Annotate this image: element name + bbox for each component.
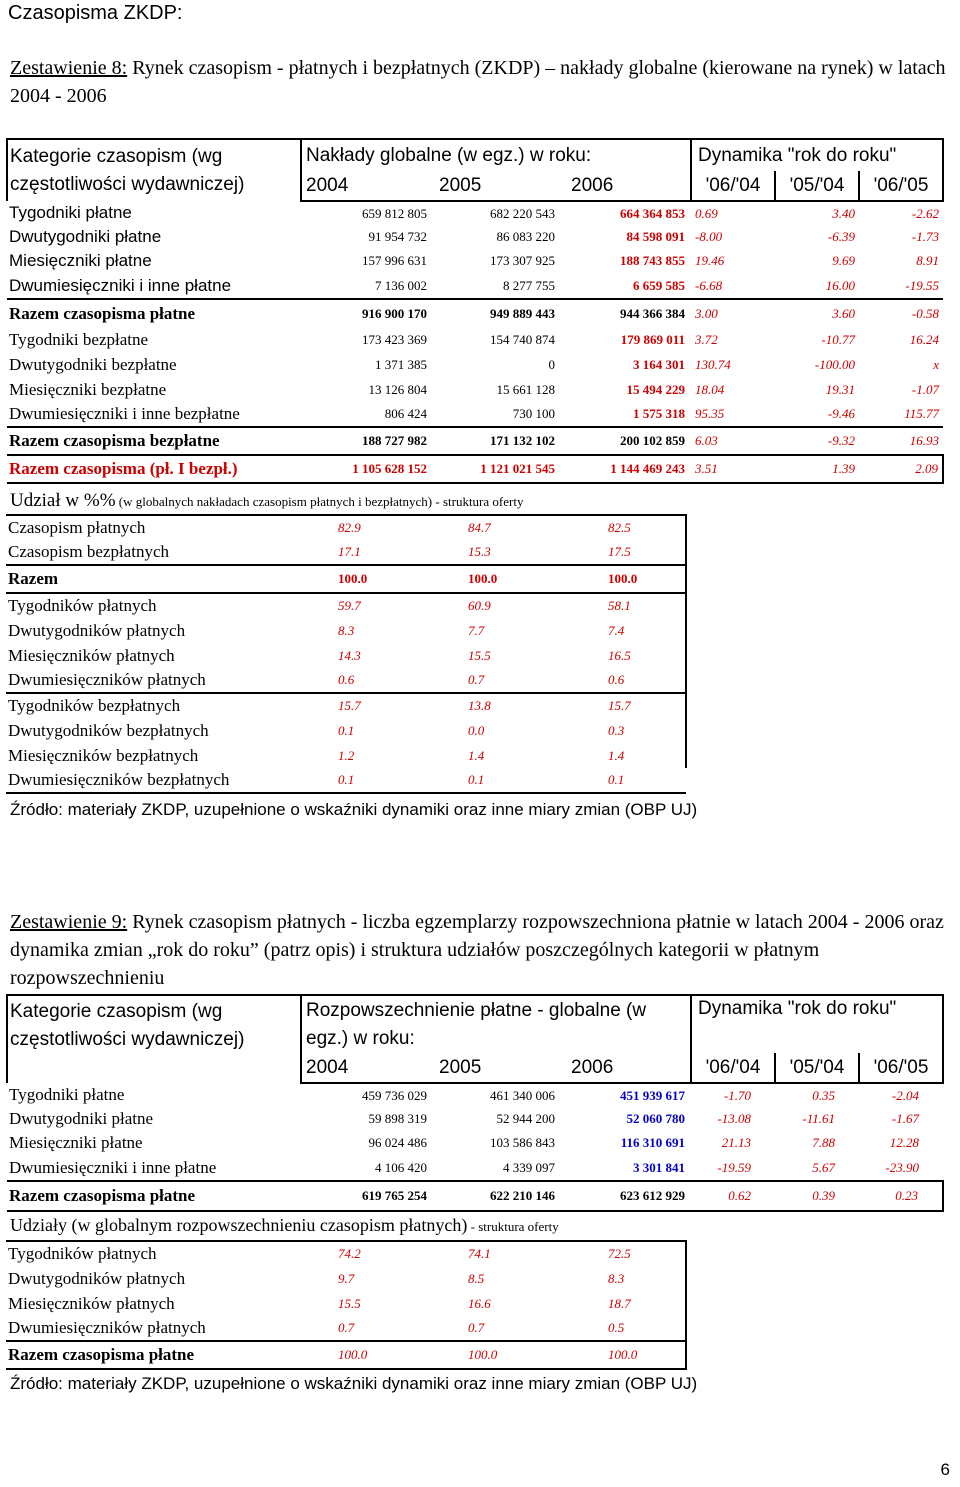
row-label: Tygodników płatnych — [8, 596, 157, 615]
cell: 74.1 — [434, 1241, 560, 1266]
table8-title: Rynek czasopism - płatnych i bezpłatnych (ZKDP) – nakłady globalne (kierowane na rynek) w latach 2004 - 2006 — [10, 57, 946, 107]
page-title: Czasopisma ZKDP: — [8, 2, 183, 24]
cell: -19.59 — [717, 1159, 752, 1175]
row-label: Razem — [6, 565, 306, 593]
table-row — [6, 743, 686, 768]
cell: -1.73 — [911, 229, 939, 244]
row-label: Miesięczników bezpłatnych — [8, 745, 199, 765]
table-row — [6, 540, 686, 565]
cell: 0.39 — [775, 1181, 859, 1211]
cell: 15.5 — [468, 647, 491, 663]
cell: -100.00 — [814, 356, 855, 372]
cell: 58.1 — [560, 593, 686, 618]
cell: -9.32 — [775, 427, 859, 455]
cell: 0.0 — [468, 722, 485, 738]
cell: 52 060 780 — [626, 1111, 686, 1126]
cell: 0.1 — [434, 768, 560, 793]
table-row — [6, 643, 686, 668]
table-row — [7, 377, 943, 402]
cell: 6.03 — [691, 427, 775, 455]
cell: 116 310 691 — [620, 1135, 686, 1150]
row-label: Razem czasopisma płatne — [7, 1181, 301, 1211]
table9-dyn-col: '06/'05 — [859, 1053, 943, 1083]
cell: 6 659 585 — [633, 277, 685, 293]
cell: x — [933, 356, 939, 372]
cell: 3.00 — [691, 299, 775, 327]
table-row — [6, 693, 686, 718]
table9-year: 2006 — [561, 1053, 691, 1083]
row-label: Dwumiesięczników płatnych — [8, 1318, 206, 1337]
cell: 0.7 — [434, 668, 560, 693]
cell: 623 612 929 — [561, 1181, 691, 1211]
cell: 200 102 859 — [561, 427, 691, 455]
cell: 13 126 804 — [368, 381, 427, 397]
share-head-big: Udział w %% — [10, 490, 116, 511]
cell: 7.4 — [560, 618, 686, 643]
row-label: Tygodników bezpłatnych — [8, 696, 181, 715]
cell: 188 743 855 — [620, 253, 685, 268]
cell: 171 132 102 — [433, 427, 561, 455]
table-row — [7, 1083, 943, 1107]
table-row — [7, 402, 943, 427]
share-head-big: Udziały (w globalnym rozpowszechnieniu czasopism płatnych) — [10, 1215, 468, 1235]
cell: 72.5 — [560, 1241, 686, 1266]
cell: 4 339 097 — [503, 1159, 555, 1175]
table9-head-category: Kategorie czasopism (wg częstotliwości wydawniczej) — [7, 995, 301, 1083]
table-row — [6, 668, 686, 693]
cell: 103 586 843 — [490, 1135, 555, 1150]
cell: 100.0 — [434, 1341, 560, 1369]
table-row — [7, 201, 943, 225]
row-label: Dwumiesięczniki i inne bezpłatne — [9, 404, 240, 423]
cell: 15.5 — [338, 1295, 361, 1311]
row-label: Dwumiesięczników bezpłatnych — [6, 768, 306, 793]
share-head-small: - struktura oferty — [467, 1219, 559, 1234]
cell: 96 024 486 — [368, 1135, 427, 1150]
cell: 17.1 — [338, 544, 361, 559]
cell: 0.7 — [468, 1320, 485, 1335]
cell: 1 105 628 152 — [301, 455, 433, 483]
cell: 7.88 — [812, 1135, 836, 1150]
row-label: Razem czasopisma płatne — [6, 1341, 306, 1369]
row-label: Dwumiesięczniki i inne płatne — [9, 1157, 217, 1177]
cell: 0.69 — [695, 205, 718, 221]
row-label: Tygodniki płatne — [9, 1085, 125, 1104]
cell: 179 869 011 — [620, 331, 685, 347]
cell: 86 083 220 — [496, 229, 555, 244]
row-label: Dwutygodników płatnych — [8, 1268, 186, 1288]
table-row — [6, 1241, 686, 1266]
cell: 7 136 002 — [375, 277, 427, 293]
table9-source: Źródło: materiały ZKDP, uzupełnione o wskaźniki dynamiki oraz inne miary zmian (OBP UJ) — [10, 1374, 698, 1393]
row-label: Dwutygodniki bezpłatne — [9, 354, 177, 374]
row-label: Tygodniki płatne — [9, 203, 132, 222]
page-number: 6 — [940, 1460, 950, 1479]
table-row — [7, 327, 943, 352]
cell: 15.3 — [468, 544, 491, 559]
cell: 16.00 — [825, 277, 855, 293]
cell: -0.58 — [859, 299, 943, 327]
cell: 806 424 — [384, 406, 427, 421]
cell: 173 423 369 — [362, 331, 427, 347]
table9-head-dynamika: Dynamika "rok do roku" — [691, 995, 943, 1053]
table-row — [7, 249, 943, 273]
cell: 1 371 385 — [375, 356, 427, 372]
table-row — [6, 1291, 686, 1316]
row-label: Miesięczniki płatne — [9, 251, 152, 270]
cell: 95.35 — [695, 406, 725, 421]
cell: 451 939 617 — [620, 1087, 686, 1103]
table8-source: Źródło: materiały ZKDP, uzupełnione o wskaźniki dynamiki oraz inne miary zmian (OBP UJ) — [10, 800, 698, 819]
cell: 59.7 — [338, 598, 361, 613]
table-row — [6, 565, 686, 593]
cell: -10.77 — [821, 331, 855, 347]
table-row — [6, 1341, 686, 1369]
cell: 16.6 — [468, 1295, 491, 1311]
cell: 1.39 — [775, 455, 859, 483]
cell: 8.5 — [468, 1270, 485, 1286]
cell: 0.1 — [338, 722, 355, 738]
table9-dyn-col: '05/'04 — [775, 1053, 859, 1083]
cell: 21.13 — [721, 1135, 752, 1150]
row-label: Dwutygodników bezpłatnych — [8, 720, 209, 740]
table-row — [7, 1155, 943, 1181]
cell: 15.7 — [560, 693, 686, 718]
cell: 15 494 229 — [626, 381, 685, 397]
table9-year: 2004 — [301, 1053, 433, 1083]
cell: 100.0 — [560, 565, 686, 593]
cell: 82.5 — [560, 515, 686, 540]
cell: 60.9 — [468, 598, 491, 613]
cell: 0.7 — [338, 1320, 355, 1335]
row-label: Dwutygodniki płatne — [9, 1109, 154, 1128]
table9-dyn-col: '06/'04 — [691, 1053, 775, 1083]
cell: 12.28 — [889, 1135, 920, 1150]
cell: 0.1 — [560, 768, 686, 793]
cell: -19.55 — [905, 277, 939, 293]
cell: -11.61 — [802, 1111, 836, 1126]
cell: 100.0 — [434, 565, 560, 593]
cell: 0.23 — [859, 1181, 943, 1211]
table8-label: Zestawienie 8: — [10, 57, 128, 79]
cell: 619 765 254 — [301, 1181, 433, 1211]
cell: 130.74 — [695, 356, 731, 372]
table9 — [6, 994, 944, 1212]
table9-caption — [10, 908, 950, 992]
cell: 8 277 755 — [503, 277, 555, 293]
cell: 7.7 — [468, 622, 485, 638]
table8 — [6, 138, 944, 484]
table-row — [6, 1266, 686, 1291]
cell: 52 944 200 — [496, 1111, 555, 1126]
cell: 17.5 — [560, 540, 686, 565]
row-label: Dwumiesięczników płatnych — [6, 668, 306, 693]
cell: 8.3 — [338, 622, 355, 638]
cell: 0.1 — [306, 768, 434, 793]
cell: 3.60 — [775, 299, 859, 327]
cell: 16.24 — [909, 331, 939, 347]
table-row — [6, 618, 686, 643]
cell: -2.62 — [911, 205, 939, 221]
row-label: Dwutygodniki płatne — [9, 227, 162, 246]
cell: 74.2 — [306, 1241, 434, 1266]
cell: 84.7 — [434, 515, 560, 540]
row-label: Razem czasopisma bezpłatne — [7, 427, 301, 455]
table8-year: 2006 — [561, 171, 691, 201]
cell: 19.31 — [825, 381, 855, 397]
table-row — [7, 1181, 943, 1211]
cell: 15.7 — [338, 698, 361, 713]
cell: 9.69 — [832, 253, 855, 268]
table-row — [7, 1131, 943, 1155]
cell: 154 740 874 — [490, 331, 555, 347]
cell: 100.0 — [306, 565, 434, 593]
row-label: Czasopism bezpłatnych — [8, 542, 169, 561]
cell: 16.93 — [859, 427, 943, 455]
cell: -6.68 — [695, 277, 723, 293]
cell: 100.0 — [306, 1341, 434, 1369]
row-label: Miesięczników płatnych — [8, 645, 175, 665]
table-row — [7, 427, 943, 455]
cell: 3.40 — [832, 205, 855, 221]
row-label: Czasopism płatnych — [6, 515, 306, 540]
cell: 949 889 443 — [433, 299, 561, 327]
cell: 91 954 732 — [368, 229, 427, 244]
cell: 19.46 — [695, 253, 725, 268]
table9-title: Rynek czasopism płatnych - liczba egzemplarzy rozpowszechniona płatnie w latach 2004 - 2006 oraz dynamika zmian „rok do roku” (patrz opis) i struktura udziałów poszczególnych kategorii w płatnym rozpowszechnieniu — [10, 911, 944, 989]
cell: 9.7 — [338, 1270, 355, 1286]
table8-head-dynamika: Dynamika "rok do roku" — [691, 139, 943, 171]
table9-label: Zestawienie 9: — [10, 911, 128, 933]
cell: 3.51 — [691, 455, 775, 483]
cell: 4 106 420 — [375, 1159, 427, 1175]
table-row — [6, 768, 686, 793]
cell: 59 898 319 — [368, 1111, 427, 1126]
row-label: Miesięczniki bezpłatne — [9, 379, 167, 399]
row-label: Dwutygodników płatnych — [8, 620, 186, 640]
cell: 14.3 — [338, 647, 361, 663]
cell: 18.7 — [560, 1291, 686, 1316]
table-row — [6, 1316, 686, 1341]
row-label: Dwumiesięczniki i inne płatne — [9, 275, 232, 295]
cell: 18.04 — [695, 381, 725, 397]
cell: -1.67 — [891, 1111, 920, 1126]
table-row — [6, 718, 686, 743]
cell: 944 366 384 — [561, 299, 691, 327]
cell: -2.04 — [891, 1087, 920, 1103]
table9-shares — [6, 1240, 687, 1370]
table-row — [7, 225, 943, 249]
cell: 0.62 — [691, 1181, 775, 1211]
table-row — [7, 1107, 943, 1131]
cell: 1 121 021 545 — [433, 455, 561, 483]
cell: 5.67 — [812, 1159, 836, 1175]
cell: 82.9 — [306, 515, 434, 540]
cell: 622 210 146 — [433, 1181, 561, 1211]
cell: 8.3 — [560, 1266, 686, 1291]
cell: -1.70 — [723, 1087, 752, 1103]
cell: 3.72 — [695, 331, 718, 347]
row-label: Miesięczniki płatne — [9, 1133, 143, 1152]
cell: 13.8 — [468, 698, 491, 713]
cell: 459 736 029 — [362, 1087, 427, 1103]
cell: 0.35 — [812, 1087, 836, 1103]
cell: 461 340 006 — [490, 1087, 555, 1103]
table8-dyn-col: '06/'05 — [859, 171, 943, 201]
cell: 0.3 — [560, 718, 686, 743]
cell: -6.39 — [827, 229, 855, 244]
cell: 115.77 — [904, 406, 939, 421]
cell: 0.6 — [306, 668, 434, 693]
table9-year: 2005 — [433, 1053, 561, 1083]
cell: 0 — [548, 356, 555, 372]
cell: 1.2 — [338, 747, 355, 763]
cell: 100.0 — [560, 1341, 686, 1369]
cell: 664 364 853 — [620, 205, 685, 221]
table9-share-heading — [10, 1215, 559, 1236]
table-row — [7, 273, 943, 299]
table8-year: 2004 — [301, 171, 433, 201]
share-head-small: (w globalnych nakładach czasopism płatnych i bezpłatnych) - struktura oferty — [115, 494, 524, 509]
row-label: Miesięczników płatnych — [8, 1293, 175, 1313]
cell: 8.91 — [916, 253, 939, 268]
table9-head-rozp: Rozpowszechnienie płatne - globalne (w egz.) w roku: — [301, 995, 691, 1053]
cell: 173 307 925 — [490, 253, 555, 268]
cell: 0.5 — [560, 1316, 686, 1341]
table-row — [6, 515, 686, 540]
table8-dyn-col: '06/'04 — [691, 171, 775, 201]
cell: 188 727 982 — [301, 427, 433, 455]
table-row — [7, 455, 943, 483]
cell: 1 144 469 243 — [561, 455, 691, 483]
table8-head-naklady: Nakłady globalne (w egz.) w roku: — [301, 139, 691, 171]
cell: 84 598 091 — [626, 229, 685, 244]
table-row — [7, 299, 943, 327]
table-row — [7, 352, 943, 377]
table-row — [6, 593, 686, 618]
row-label: Tygodniki bezpłatne — [9, 329, 149, 349]
row-label: Tygodników płatnych — [6, 1241, 306, 1266]
cell: -1.07 — [911, 381, 939, 397]
cell: 1.4 — [468, 747, 485, 763]
cell: 0.6 — [560, 668, 686, 693]
cell: 3 301 841 — [633, 1159, 686, 1175]
cell: 730 100 — [512, 406, 555, 421]
cell: 1 575 318 — [633, 406, 685, 421]
cell: 16.5 — [560, 643, 686, 668]
table8-year: 2005 — [433, 171, 561, 201]
cell: 2.09 — [859, 455, 943, 483]
table8-shares — [6, 514, 687, 794]
table8-dyn-col: '05/'04 — [775, 171, 859, 201]
cell: 682 220 543 — [490, 205, 555, 221]
table8-share-heading — [10, 490, 523, 512]
cell: -13.08 — [717, 1111, 752, 1126]
row-label: Razem czasopisma płatne — [7, 299, 301, 327]
row-label: Razem czasopisma (pł. I bezpł.) — [7, 455, 301, 483]
cell: 15 661 128 — [496, 381, 555, 397]
cell: 1.4 — [560, 743, 686, 768]
cell: -8.00 — [695, 229, 723, 244]
table8-head-category: Kategorie czasopism (wg częstotliwości wydawniczej) — [7, 139, 301, 201]
table8-caption — [10, 54, 950, 110]
cell: -9.46 — [827, 406, 855, 421]
cell: 3 164 301 — [633, 356, 685, 372]
cell: -23.90 — [885, 1159, 920, 1175]
cell: 157 996 631 — [362, 253, 427, 268]
cell: 916 900 170 — [301, 299, 433, 327]
cell: 659 812 805 — [362, 205, 427, 221]
